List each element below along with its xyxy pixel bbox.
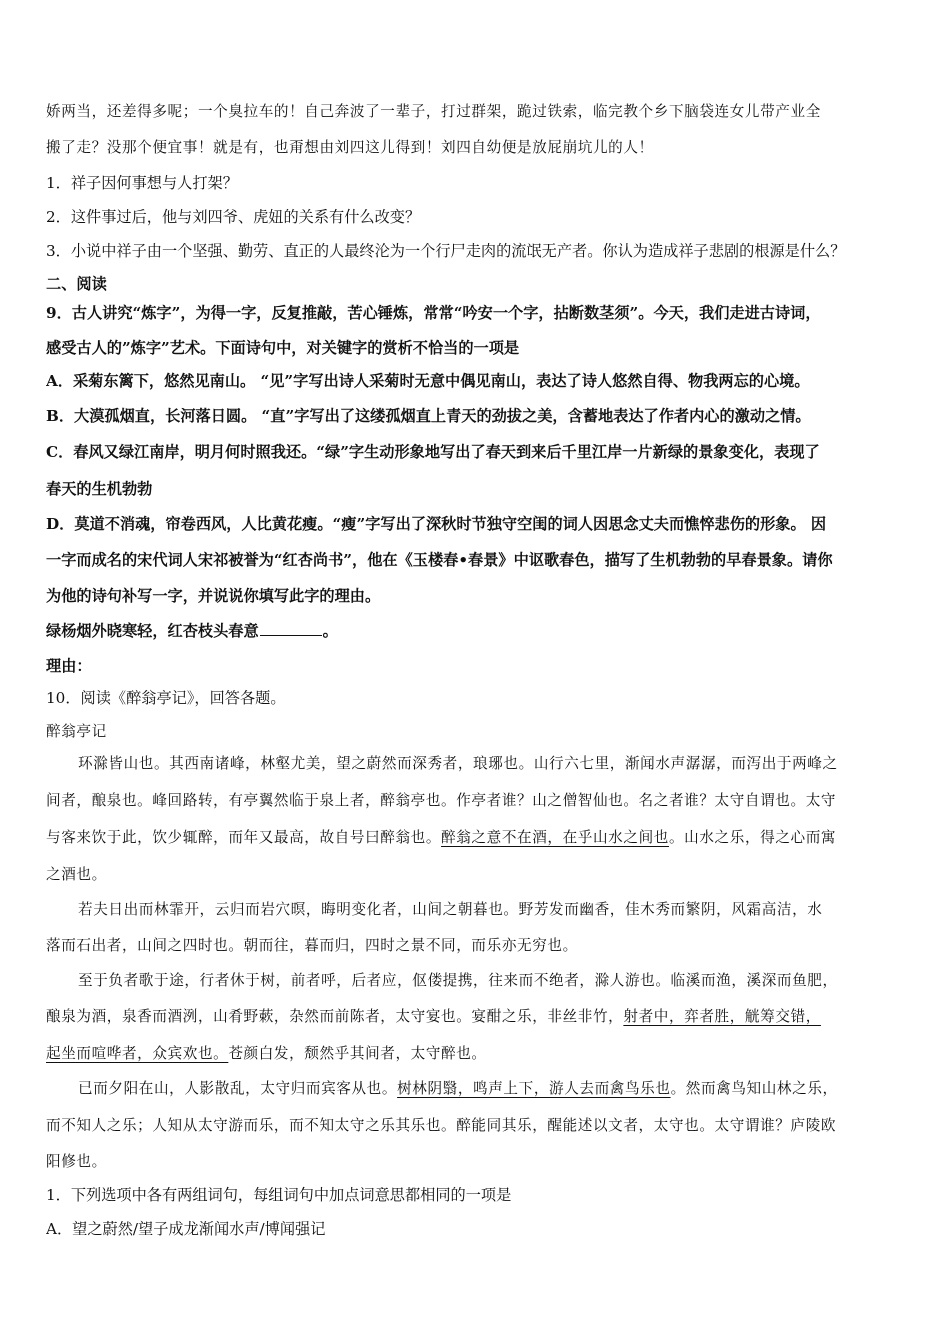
passage-line: 落而石出者，山间之四时也。朝而往，暮而归，四时之景不同，而乐亦无穷也。 <box>46 937 578 954</box>
question-item: 2．这件事过后，他与刘四爷、虎妞的关系有什么改变？ <box>46 208 421 226</box>
passage-line <box>46 1043 916 1065</box>
question-stem: 为他的诗句补写一字，并说说你填写此字的理由。 <box>46 587 381 605</box>
fill-in-verse <box>46 620 916 642</box>
passage-line: 至于负者歌于途，行者休于树，前者呼，后者应，伛偻提携，往来而不绝者，滁人游也。临溪而渔，溪深而鱼肥， <box>78 972 838 989</box>
verse-end: 。 <box>322 622 338 640</box>
passage-line: 而不知人之乐；人知从太守游而乐，而不知太守之乐其乐也。醉能同其乐，醒能述以文者，太守也。太守谓谁？庐陵欧 <box>46 1117 837 1134</box>
passage-line: 若夫日出而林霏开，云归而岩穴暝，晦明变化者，山间之朝暮也。野芳发而幽香，佳木秀而繁阴，风霜高洁，水 <box>78 901 823 918</box>
reason-label: 理由： <box>46 657 92 675</box>
passage-line <box>78 1078 916 1100</box>
passage-line: 阳修也。 <box>46 1153 107 1170</box>
answer-blank[interactable] <box>260 621 322 636</box>
question-stem: 10．阅读《醉翁亭记》，回答各题。 <box>46 689 286 707</box>
passage-line: 之酒也。 <box>46 866 107 883</box>
text-run: 已而夕阳在山，人影散乱，太守归而宾客从也。 <box>78 1080 398 1097</box>
section-heading: 二、阅读 <box>46 275 107 293</box>
underlined-sentence: 起坐而喧哗者，众宾欢也。 <box>46 1045 229 1062</box>
option-c: C．春风又绿江南岸，明月何时照我还。“绿”字生动形象地写出了春天到来后千里江岸一片新绿的景象变化，表现了 <box>46 443 820 461</box>
text-run: 与客来饮于此，饮少辄醉，而年又最高，故自号曰醉翁也。 <box>46 829 442 846</box>
option-d: D．莫道不消魂，帘卷西风，人比黄花瘦。“瘦”字写出了深秋时节独守空闺的词人因思念丈夫而憔悴悲伤的形象。 因 <box>46 515 827 533</box>
verse-text: 绿杨烟外晓寒轻，红杏枝头春意 <box>46 622 259 640</box>
question-item: 3．小说中祥子由一个坚强、勤劳、直正的人最终沦为一个行尸走肉的流氓无产者。你认为造成祥子悲剧的根源是什么？ <box>46 242 846 260</box>
passage-line: 间者，酿泉也。峰回路转，有亭翼然临于泉上者，醉翁亭也。作亭者谁？山之僧智仙也。名之者谁？太守自谓也。太守 <box>46 792 837 809</box>
passage-title: 醉翁亭记 <box>46 723 107 740</box>
question-stem: 感受古人的”炼字”艺术。下面诗句中，对关键字的赏析不恰当的一项是 <box>46 339 520 357</box>
passage-line: 娇两当，还差得多呢；一个臭拉车的！自己奔波了一辈子，打过群架，跪过铁索，临完教个乡下脑袋连女儿带产业全 <box>46 103 821 120</box>
underlined-sentence: 树林阴翳，鸣声上下，游人去而禽鸟乐也 <box>397 1080 671 1097</box>
text-run: 。然而禽鸟知山林之乐， <box>670 1080 838 1097</box>
question-stem: 一字而成名的宋代词人宋祁被誉为“红杏尚书”，他在《玉楼春•春景》中讴歌春色，描写了生机勃勃的早春景象。请你 <box>46 551 833 569</box>
question-stem: 1．下列选项中各有两组词句，每组词句中加点词意思都相同的一项是 <box>46 1186 512 1204</box>
passage-line: 搬了走？没那个便宜事！就是有，也甭想由刘四这儿得到！刘四自幼便是放屁崩坑儿的人！ <box>46 139 654 156</box>
option-a: A．望之蔚然/望子成龙渐闻水声/博闻强记 <box>46 1220 326 1238</box>
option-a: A．采菊东篱下，悠然见南山。 “见”字写出诗人采菊时无意中偶见南山，表达了诗人悠然自得、物我两忘的心境。 <box>46 372 810 390</box>
underlined-sentence: 醉翁之意不在酒，在乎山水之间也 <box>441 829 669 846</box>
option-b: B．大漠孤烟直，长河落日圆。 “直”字写出了这缕孤烟直上青天的劲拔之美，含蓄地表达了作者内心的激动之情。 <box>46 407 811 425</box>
option-c-cont: 春天的生机勃勃 <box>46 480 153 498</box>
passage-line <box>46 827 916 849</box>
passage-line <box>46 1006 916 1028</box>
text-run: 。山水之乐，得之心而寓 <box>668 829 837 846</box>
passage-line: 环滁皆山也。其西南诸峰，林壑尤美，望之蔚然而深秀者，琅琊也。山行六七里，渐闻水声潺潺，而泻出于两峰之 <box>78 755 838 772</box>
question-item: 1．祥子因何事想与人打架？ <box>46 174 238 192</box>
underlined-sentence: 射者中，弈者胜，觥筹交错， <box>623 1008 821 1025</box>
question-stem: 9．古人讲究“炼字”，为得一字，反复推敲，苦心锤炼，常常“吟安一个字，拈断数茎须”。今天，我们走进古诗词， <box>46 304 821 322</box>
text-run: 苍颜白发，颓然乎其间者，太守醉也。 <box>228 1045 487 1062</box>
text-run: 酿泉为酒，泉香而酒洌，山肴野蔌，杂然而前陈者，太守宴也。宴酣之乐，非丝非竹， <box>46 1008 624 1025</box>
